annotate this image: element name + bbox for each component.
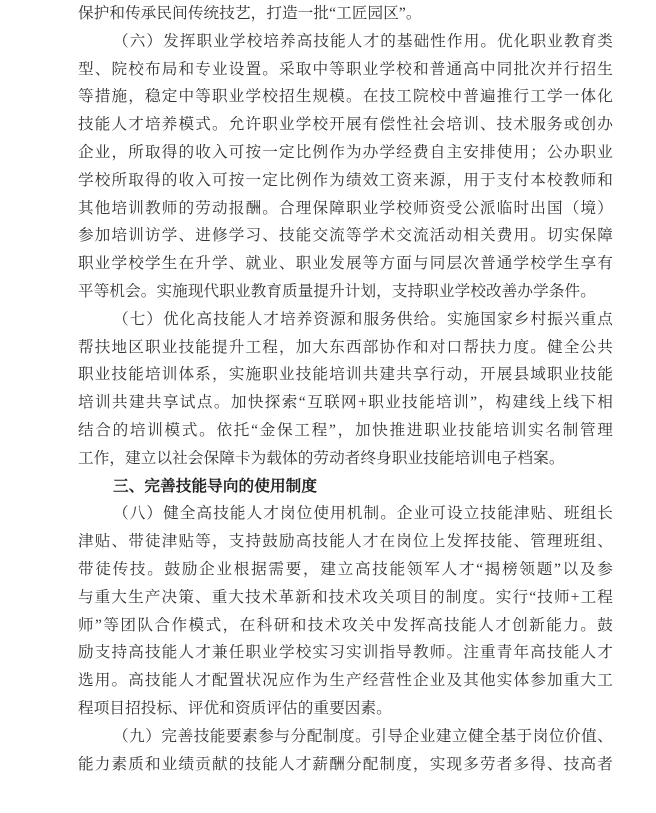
text-line: 选用。高技能人才配置状况应作为生产经营性企业及其他实体参加重大工 [78,672,613,690]
text-line: 保护和传承民间传统技艺，打造一批“工匠园区”。 [78,5,422,22]
text-line: 型、院校布局和专业设置。采取中等职业学校和普通高中同批次并行招生 [78,60,613,78]
text-line: （七）优化高技能人才培养资源和服务供给。实施国家乡村振兴重点 [113,310,613,328]
text-line: （九）完善技能要素参与分配制度。引导企业建立健全基于岗位价值、 [113,727,613,745]
text-line: 学校所取得的收入可按一定比例作为绩效工资来源，用于支付本校教师和 [78,171,613,189]
text-line: 参加培训访学、进修学习、技能交流等学术交流活动相关费用。切实保障 [78,227,613,245]
text-line: 工作，建立以社会保障卡为载体的劳动者终身职业技能培训电子档案。 [78,449,565,467]
text-line: 师”等团队合作模式，在科研和技术攻关中发挥高技能人才创新能力。鼓 [78,616,613,634]
text-line: 带徒传技。鼓励企业根据需要，建立高技能领军人才“揭榜领题”以及参 [78,560,613,578]
text-line: 其他培训教师的劳动报酬。合理保障职业学校师资受公派临时出国（境） [78,199,613,217]
text-line: 结合的培训模式。依托“金保工程”，加快推进职业技能培训实名制管理 [78,421,613,439]
text-line: 帮扶地区职业技能提升工程，加大东西部协作和对口帮扶力度。健全公共 [78,338,613,356]
text-line: 津贴、带徒津贴等，支持鼓励高技能人才在岗位上发挥技能、管理班组、 [78,533,613,551]
text-line: （六）发挥职业学校培养高技能人才的基础性作用。优化职业教育类 [113,32,613,50]
document-page-body [78,0,613,778]
text-line: 程项目招投标、评优和资质评估的重要因素。 [78,699,392,717]
text-line: 企业，所取得的收入可按一定比例作为办学经费自主安排使用；公办职业 [78,143,613,161]
text-line: 职业技能培训体系，实施职业技能培训共建共享行动，开展县域职业技能 [78,366,613,384]
text-line: 职业学校学生在升学、就业、职业发展等方面与同层次普通学校学生享有 [78,255,613,273]
text-line: 平等机会。实施现代职业教育质量提升计划，支持职业学校改善办学条件。 [78,282,596,300]
text-line: 能力素质和业绩贡献的技能人才薪酬分配制度，实现多劳者多得、技高者 [78,755,613,773]
text-line: （八）健全高技能人才岗位使用机制。企业可设立技能津贴、班组长 [113,505,613,523]
text-line: 励支持高技能人才兼任职业学校实习实训指导教师。注重青年高技能人才 [78,644,613,662]
text-line: 技能人才培养模式。允许职业学校开展有偿性社会培训、技术服务或创办 [78,116,613,134]
text-line: 培训共建共享试点。加快探索“互联网+职业技能培训”，构建线上线下相 [78,394,613,412]
text-line: 等措施，稳定中等职业学校招生规模。在技工院校中普遍推行工学一体化 [78,88,613,106]
section-heading: 三、完善技能导向的使用制度 [113,477,318,495]
text-line: 与重大生产决策、重大技术革新和技术攻关项目的制度。实行“技师+工程 [78,588,613,606]
